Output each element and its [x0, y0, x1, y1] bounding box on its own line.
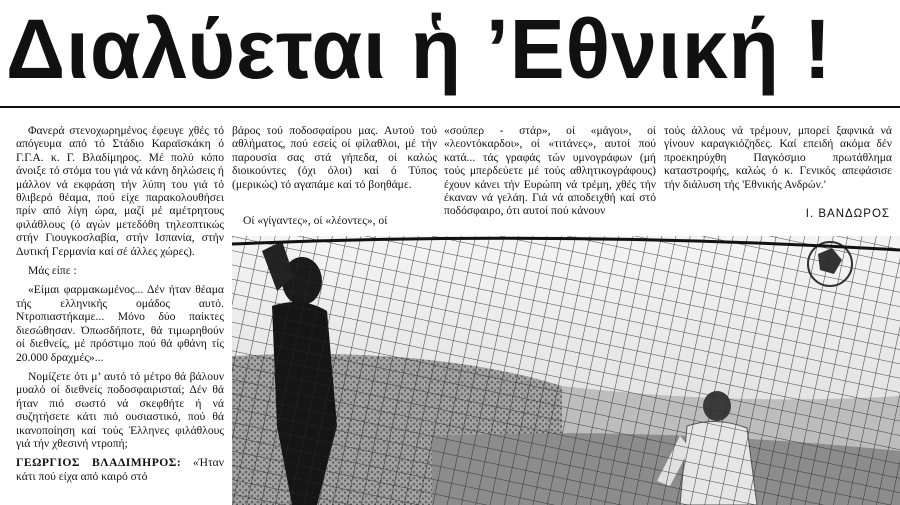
- paragraph: [16, 456, 224, 483]
- article-column-1: [16, 124, 224, 505]
- article-column-2-bottom: [243, 214, 438, 238]
- paragraph: «σούπερ - στάρ», οί «μάγοι», οί «λεοντόκαρδοι», οί «τιτάνες», αυτοί πού κατά... τάς γραφάς τών υμνογράφων (μή τούς μπερδεύετε μέ τούς αθλητικογράφους) έχουν κάνει τήν Ευρώπη νά τρέμη, χθές τήν έκαναν νά γελάη. Γιά νά αποδειχθή καί στό ποδόσφαιρο, ότι αυτοί πού κάνουν: [444, 124, 656, 218]
- article-column-2: [232, 124, 437, 228]
- paragraph: βάρος τού ποδοσφαίρου μας. Αυτού τού αθλήματος, πού εσείς οί φίλαθλοι, μέ τήν παρουσία σας στά γήπεδα, οί καλώς διοικούντες (όχι όλοι) καί ό Τύπος (μερικώς) τό αγαπάμε καί τό βοηθάμε.: [232, 124, 437, 191]
- paragraph: Μάς είπε :: [28, 264, 77, 278]
- paragraph: τούς άλλους νά τρέμουν, μπορεί ξαφνικά νά γίνουν καραγκιόζηδες. Καί επειδή ακόμα δέν προεκηρύχθη Παγκόσμιο πρωτάθλημα καταστροφής, καλώς ό κ. Γενικός απεφάσισε τήν διάλυση τής 'Εθνικής Ανδρών.': [664, 124, 892, 191]
- headline: Διαλύεται ἡ ’Εθνική !: [6, 2, 833, 96]
- photo-graphic: [232, 236, 900, 505]
- speaker-name: ΓΕΩΡΓΙΟΣ ΒΛΑΔΙΜΗΡΟΣ:: [16, 456, 182, 470]
- paragraph: Φανερά στενοχωρημένος έφευγε χθές τό απόγευμα από τό Στάδιο Καραϊσκάκη ό Γ.Γ.Α. κ. Γ. Βλαδίμηρος. Μέ πολύ κόπο άνοιξε τό στόμα του γιά νά κάνη δηλώσεις ή μάλλον νά εκφράση τήν λύπη του γιά τό θλιβερό θέαμα, πού είχε παρακολουθήσει πρίν από λίγη ώρα, μαζί μέ αμέτρητους φιλάθλους (ό αγών μετεδόθη τηλεοπτικώς στήν Γιουγκοσλαβία, στήν Ισπανία, στήν Δυτική Γερμανία καί σέ άλλες χώρες).: [16, 124, 224, 258]
- paragraph: Οί «γίγαντες», οί «λέοντες», οί: [243, 214, 388, 227]
- headline-rule: [0, 106, 900, 108]
- article-column-3: [444, 124, 656, 240]
- paragraph: Νομίζετε ότι μ’ αυτό τό μέτρο θά βάλουν μυαλό οί διεθνείς ποδοσφαιρισταί; Δέν θά ήταν πιό σωστό νά σκεφθήτε ή νά συζητήσετε κάτι πιό ουσιαστικό, πού θά ικανοποίηση καί τούς Έλληνες φιλάθλους γιά τήν χθεσινή ντροπή;: [16, 369, 224, 450]
- match-photo: [232, 236, 900, 505]
- byline: Ι. ΒΑΝΔΩΡΟΣ: [805, 208, 890, 220]
- paragraph: «Είμαι φαρμακωμένος... Δέν ήταν θέαμα τής ελληνικής ομάδος αυτό. Ντροπιαστήκαμε... Μόνο δύο παίκτες διεσώθησαν. Όπωσδήποτε, θά τιμωρηθούν οί διεθνείς, μέ πρόστιμο πού θά φθάνη τίς 20.000 δραχμές»...: [16, 283, 224, 364]
- quote-start: «Ήταν κάτι πού είχα από καιρό στό: [16, 456, 224, 483]
